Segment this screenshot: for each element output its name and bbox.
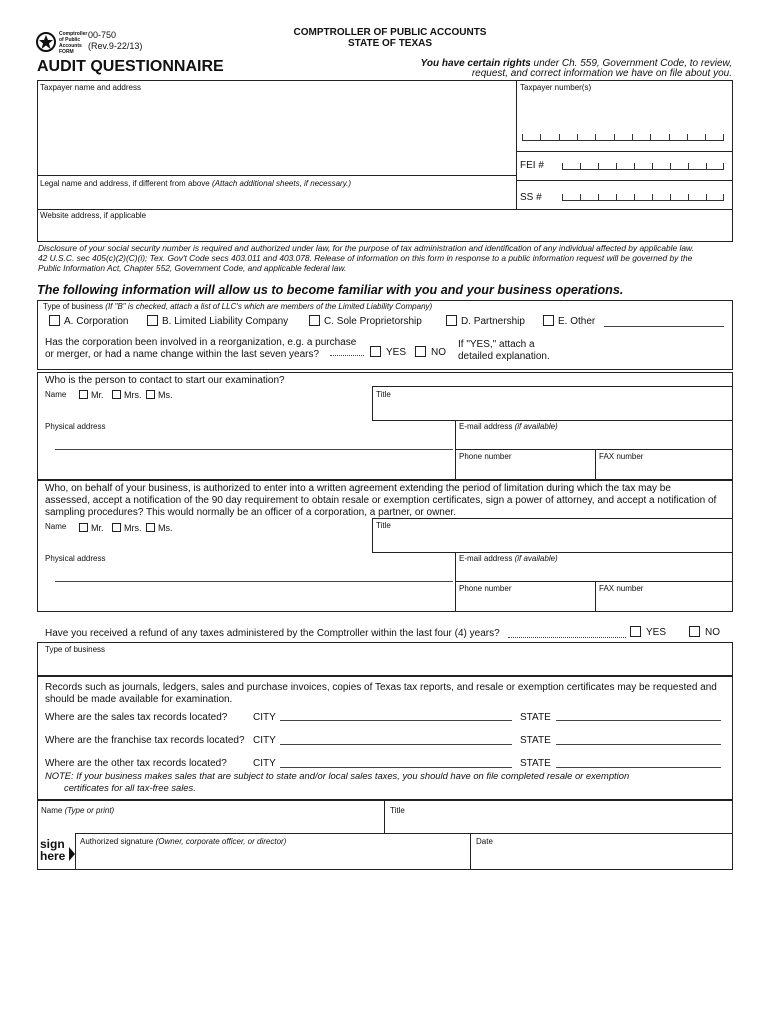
llc-checkbox[interactable] <box>147 315 158 326</box>
authorized-mr-label: Mr. <box>91 523 104 533</box>
other-checkbox[interactable] <box>543 315 554 326</box>
rights-notice-line2: request, and correct information we have on file about you. <box>471 68 732 79</box>
contact-ms-label: Ms. <box>158 390 173 400</box>
franchise-records-question: Where are the franchise tax records located? <box>45 735 245 746</box>
signer-title-field[interactable] <box>390 816 728 831</box>
sales-state-field[interactable] <box>556 720 721 721</box>
signer-name-label: Name (Type or print) <box>41 806 115 815</box>
franchise-city-label: CITY <box>253 735 276 746</box>
contact-email-label: E-mail address (if available) <box>459 422 558 431</box>
contact-title-label: Title <box>376 390 391 399</box>
website-field[interactable] <box>40 222 728 238</box>
contact-address-label: Physical address <box>45 422 106 431</box>
authorized-ms-label: Ms. <box>158 523 173 533</box>
section-heading: The following information will allow us to become familiar with you and your business operations. <box>37 283 624 297</box>
authorized-title-label: Title <box>376 521 391 530</box>
authorized-address-label: Physical address <box>45 554 106 563</box>
other-type-field[interactable] <box>604 326 724 327</box>
date-field[interactable] <box>476 848 728 868</box>
fei-label: FEI # <box>520 160 544 171</box>
contact-mrs-checkbox[interactable] <box>112 390 121 399</box>
authorized-mrs-label: Mrs. <box>124 523 142 533</box>
contact-name-field[interactable] <box>45 402 367 418</box>
contact-address-field[interactable] <box>55 449 453 450</box>
contact-question: Who is the person to contact to start our examination? <box>45 375 285 386</box>
signer-name-field[interactable] <box>41 816 379 831</box>
other-state-field[interactable] <box>556 767 721 768</box>
franchise-state-label: STATE <box>520 735 551 746</box>
contact-mr-checkbox[interactable] <box>79 390 88 399</box>
authorized-email-label: E-mail address (if available) <box>459 554 558 563</box>
agency-state: STATE OF TEXAS <box>347 38 433 49</box>
contact-fax-label: FAX number <box>599 452 644 461</box>
partnership-checkbox[interactable] <box>446 315 457 326</box>
other-state-label: STATE <box>520 758 551 769</box>
authorized-name-label: Name <box>45 522 67 531</box>
authorized-mrs-checkbox[interactable] <box>112 523 121 532</box>
reorganization-question: Has the corporation been involved in a reorganization, e.g. a purchase or merger, or had a name change within the last seven years? <box>45 337 357 360</box>
star-icon <box>38 34 54 50</box>
other-label: E. Other <box>558 316 596 327</box>
legal-name-field[interactable] <box>40 190 510 206</box>
llc-label: B. Limited Liability Company <box>162 316 289 327</box>
other-records-question: Where are the other tax records located? <box>45 758 227 769</box>
corporation-label: A. Corporation <box>64 316 129 327</box>
other-city-field[interactable] <box>280 767 512 768</box>
rights-notice: You have certain rights under Ch. 559, Government Code, to review, <box>420 58 732 69</box>
refund-no-label: NO <box>705 627 720 638</box>
taxpayer-number-label: Taxpayer number(s) <box>520 83 592 92</box>
reorganization-yes-label: YES <box>386 347 407 358</box>
contact-phone-label: Phone number <box>459 452 512 461</box>
authorized-ms-checkbox[interactable] <box>146 523 155 532</box>
authorized-signature-label: Authorized signature (Owner, corporate officer, or director) <box>80 837 287 846</box>
contact-name-label: Name <box>45 390 67 399</box>
business-type-label: Type of business (If "B" is checked, attach a list of LLC's which are members of the Limited Liability Company) <box>43 302 433 311</box>
sales-city-field[interactable] <box>280 720 512 721</box>
franchise-city-field[interactable] <box>280 744 512 745</box>
authorized-name-field[interactable] <box>45 535 367 551</box>
sign-here-arrow-icon <box>69 847 75 861</box>
resale-note: NOTE: If your business makes sales that are subject to state and/or local sales taxes, you should have on file completed resale or exemption certificates for all tax-free sales. <box>45 770 630 793</box>
authorized-question: Who, on behalf of your business, is authorized to enter into a written agreement extending the period of limitation during which the tax may be assessed, accept a notification of the 90 day requirement to obtain resale or exemption certificates, sign a power of attorney, and accept a notification of sampling procedures? This would normally be an officer of a corporation, a partner, or owner. <box>45 483 717 518</box>
date-label: Date <box>476 837 493 846</box>
partnership-label: D. Partnership <box>461 316 525 327</box>
ss-number-field[interactable] <box>562 190 724 201</box>
reorganization-no-checkbox[interactable] <box>415 346 426 357</box>
franchise-state-field[interactable] <box>556 744 721 745</box>
sign-here-badge: sign here <box>40 837 66 863</box>
other-city-label: CITY <box>253 758 276 769</box>
reorganization-no-label: NO <box>431 347 446 358</box>
sales-city-label: CITY <box>253 712 276 723</box>
corporation-checkbox[interactable] <box>49 315 60 326</box>
authorized-phone-label: Phone number <box>459 584 512 593</box>
website-label: Website address, if applicable <box>40 211 147 220</box>
taxpayer-name-address-label: Taxpayer name and address <box>40 83 141 92</box>
contact-mrs-label: Mrs. <box>124 390 142 400</box>
authorized-title-field[interactable] <box>376 533 726 549</box>
refund-no-checkbox[interactable] <box>689 626 700 637</box>
refund-type-field[interactable] <box>45 656 727 672</box>
taxpayer-name-address-field[interactable] <box>40 95 510 171</box>
sales-state-label: STATE <box>520 712 551 723</box>
sole-proprietorship-checkbox[interactable] <box>309 315 320 326</box>
form-number: 00-750 <box>88 30 117 40</box>
ss-label: SS # <box>520 192 542 203</box>
fei-number-field[interactable] <box>562 159 724 170</box>
sales-records-question: Where are the sales tax records located? <box>45 712 228 723</box>
authorized-address-field[interactable] <box>55 581 453 582</box>
contact-mr-label: Mr. <box>91 390 104 400</box>
refund-question: Have you received a refund of any taxes administered by the Comptroller within the last four (4) years? <box>45 628 500 639</box>
legal-name-label: Legal name and address, if different from above (Attach additional sheets, if necessary.) <box>40 179 351 188</box>
agency-name: COMPTROLLER OF PUBLIC ACCOUNTS <box>293 27 487 38</box>
signer-title-label: Title <box>390 806 405 815</box>
reorganization-yes-checkbox[interactable] <box>370 346 381 357</box>
refund-type-label: Type of business <box>45 645 106 654</box>
sole-proprietorship-label: C. Sole Proprietorship <box>324 316 422 327</box>
disclosure-text: Disclosure of your social security number is required and authorized under law, for the purpose of tax administration and identification of any individual affected by applicable law. 42 U.S.C. sec 405(c)(2)(C)(i); Tex. Gov't Code secs 403.011 and 403.078. Release of information on this form in response to a public information request will be governed by the Public Information Act, Chapter 552, Government Code, and applicable federal law. <box>38 243 694 273</box>
contact-title-field[interactable] <box>376 402 726 418</box>
authorized-fax-label: FAX number <box>599 584 644 593</box>
comptroller-seal-logo <box>36 32 56 52</box>
contact-block <box>37 372 733 480</box>
page-title: AUDIT QUESTIONNAIRE <box>37 58 224 75</box>
taxpayer-number-field[interactable] <box>522 130 724 141</box>
contact-ms-checkbox[interactable] <box>146 390 155 399</box>
signature-field[interactable] <box>80 848 465 868</box>
logo-text: Comptroller of Public Accounts FORM <box>59 31 88 55</box>
form-revision: (Rev.9-22/13) <box>88 41 143 51</box>
refund-yes-label: YES <box>646 627 667 638</box>
records-intro: Records such as journals, ledgers, sales and purchase invoices, copies of Texas tax reports, and resale or exemption certificates may be requested and should be made available for examination. <box>45 682 717 705</box>
refund-yes-checkbox[interactable] <box>630 626 641 637</box>
authorized-mr-checkbox[interactable] <box>79 523 88 532</box>
attach-explanation-note: If "YES," attach a detailed explanation. <box>458 339 550 362</box>
